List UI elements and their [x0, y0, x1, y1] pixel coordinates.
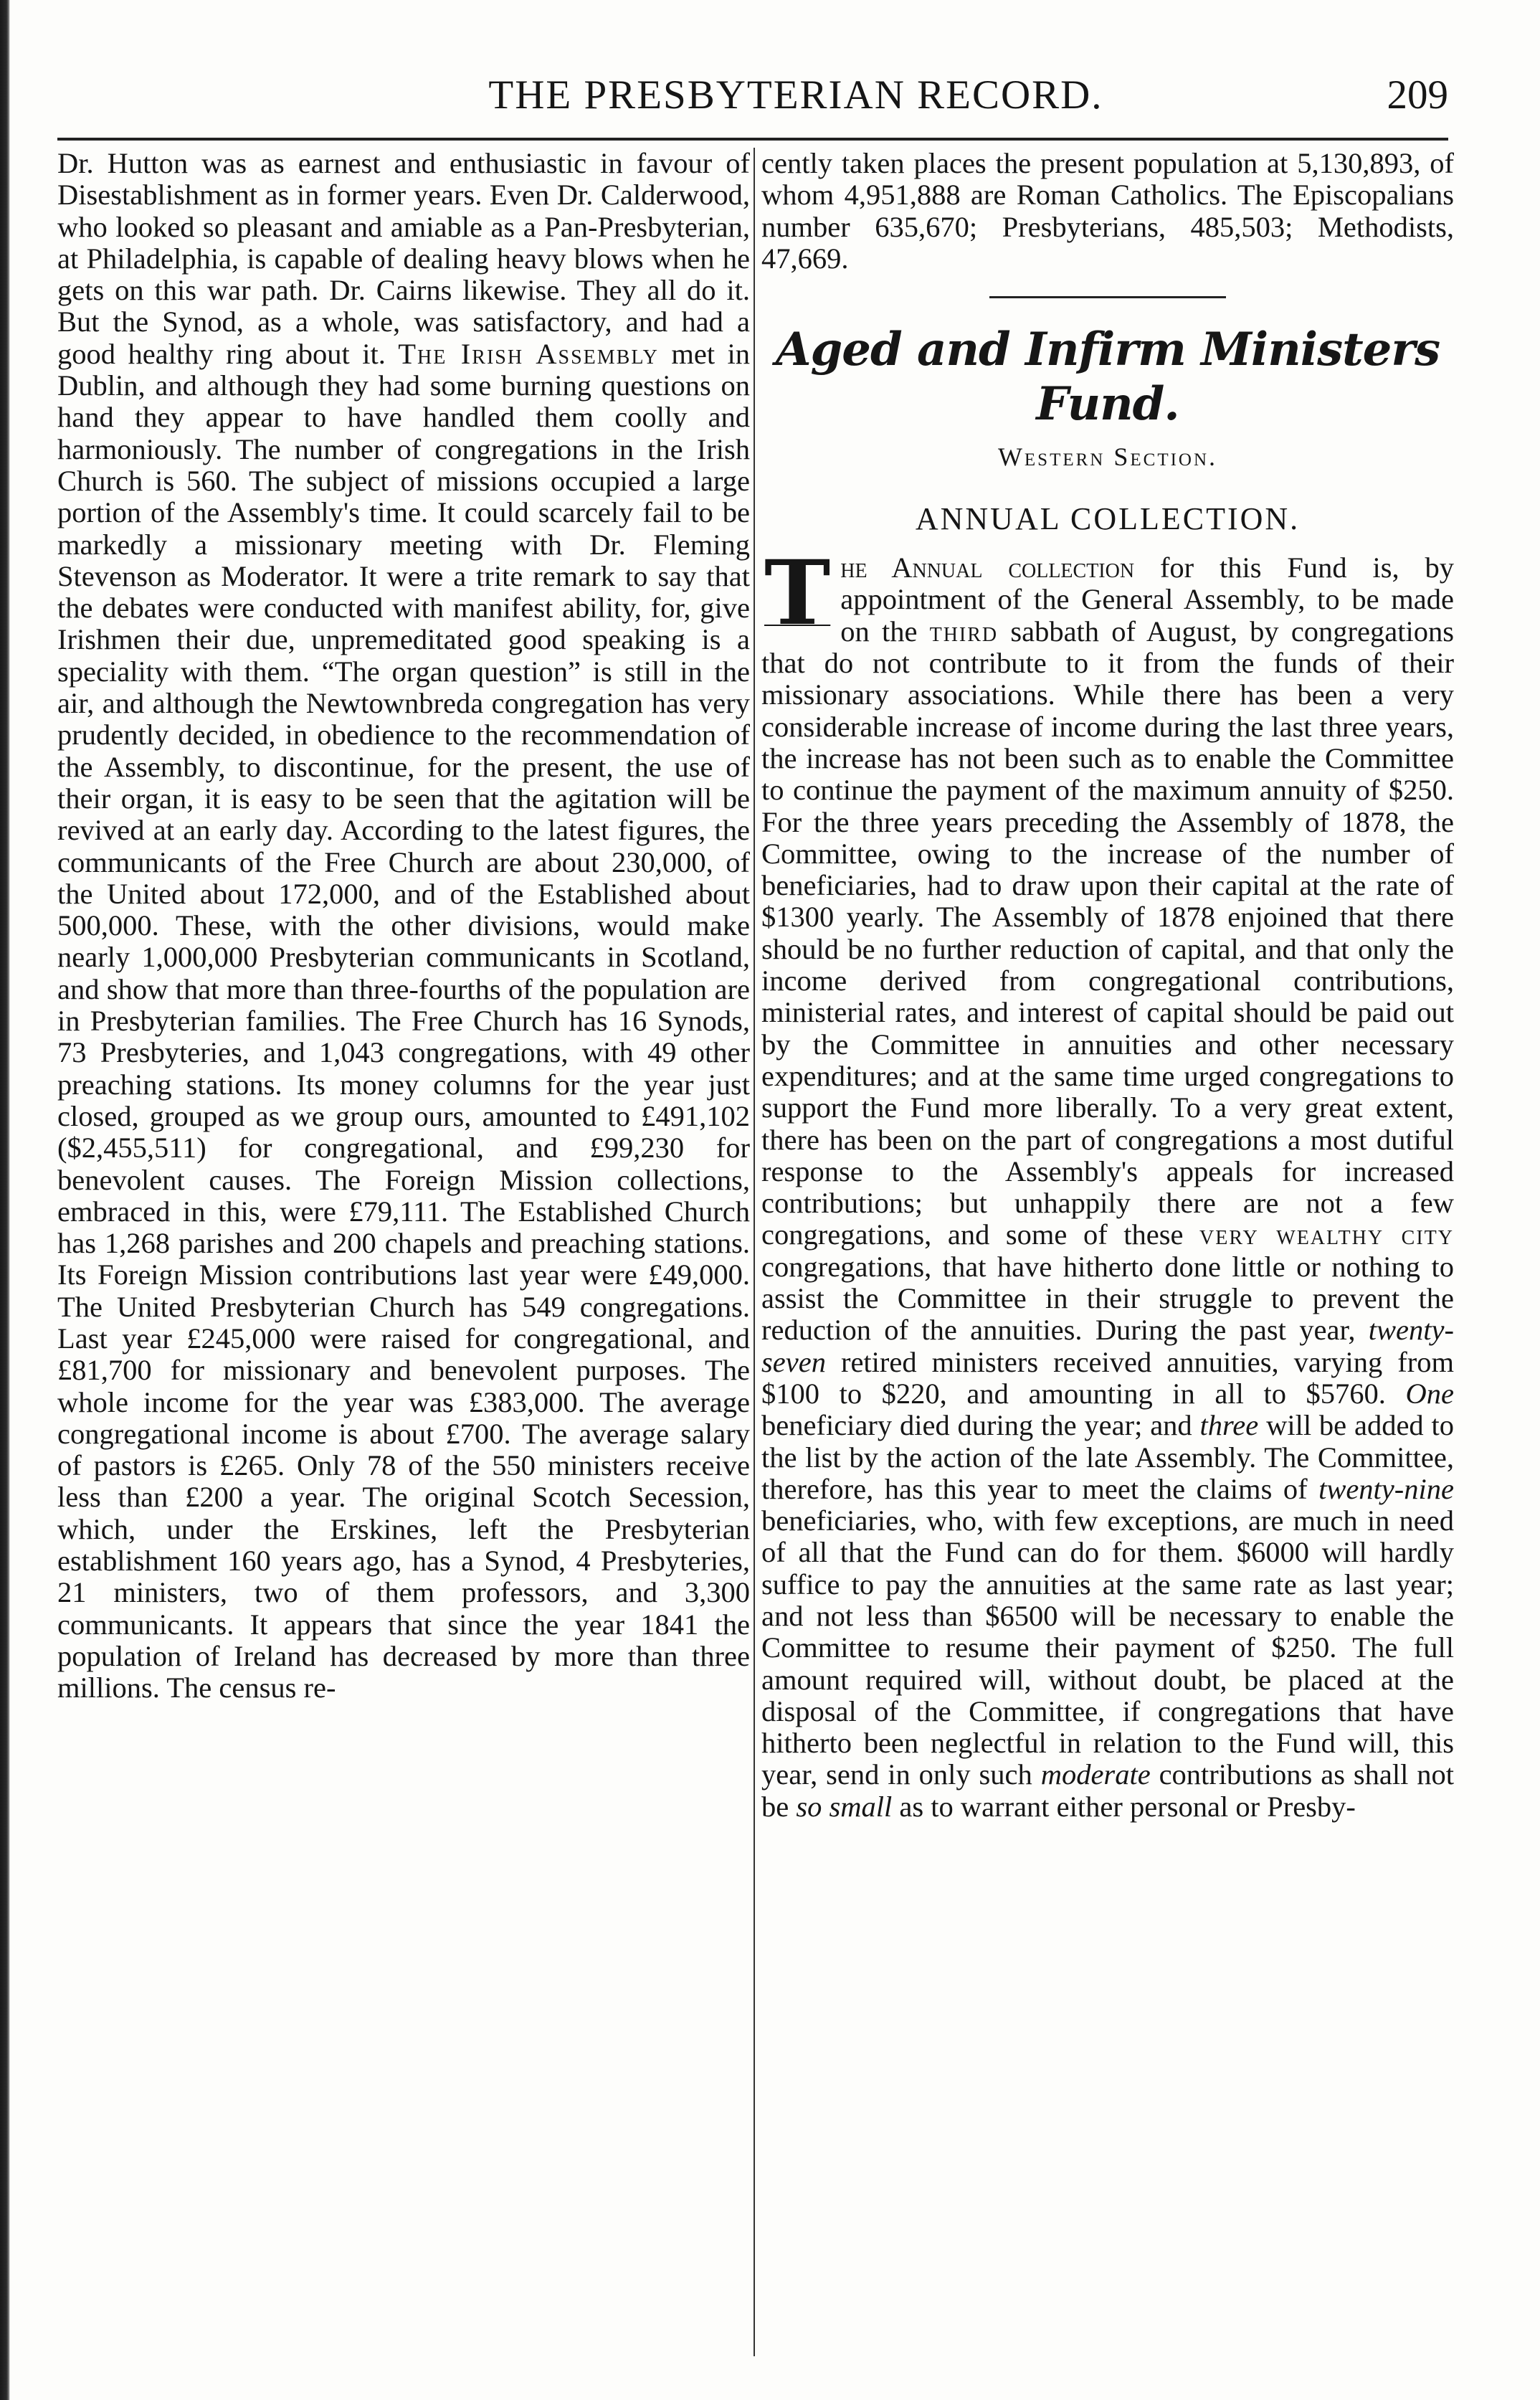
- header-rule: [57, 138, 1448, 141]
- page-number: 209: [1387, 72, 1448, 118]
- italic-moderate: moderate: [1040, 1758, 1151, 1791]
- fund-paragraph: [761, 541, 1454, 1823]
- section-title: Aged and Infirm Ministers Fund.: [775, 323, 1440, 432]
- journal-title: THE PRESBYTERIAN RECORD.: [488, 72, 1103, 118]
- lead-small-caps: he Annual collection: [840, 551, 1135, 584]
- italic-so-small: so small: [796, 1790, 893, 1823]
- paragraph-text: congregations, that have hitherto done little or nothing to assist the Committee in their struggle to prevent the reduction of the annuities. During the past year,: [761, 1250, 1454, 1347]
- right-column: [761, 148, 1454, 2356]
- paragraph-text: contributions as shall not be: [761, 1758, 1454, 1823]
- section-heading: ANNUAL COLLECTION.: [915, 501, 1301, 537]
- italic-three: three: [1199, 1409, 1259, 1442]
- article-paragraph: [57, 148, 750, 1704]
- left-column: [57, 148, 750, 2356]
- small-caps-third: third: [929, 615, 999, 648]
- paragraph-text: beneficiary died during the year; and: [761, 1409, 1192, 1442]
- paragraph-text: sabbath of August, by congregations that do not contribute to it from the funds of their missionary associations. While there has been a very considerable increase of income during the last three years, the increase has not been such as to enable the Committee to continue the payment of the maximum annuity of $250. For the three years preceding the Assembly of 1878, the Committee, owing to the increase of the number of beneficiaries, had to draw upon their capital at the rate of $1300 yearly. The Assembly of 1878 enjoined that there should be no further reduction of capital, and that only the income derived from congregational contributions, ministerial rates, and interest of capital should be paid out by the Committee in annuities and other necessary expenditures; and at the same time urged congregations to support the Fund more liberally. To a very great extent, there has been on the part of congregations a most dutiful response to the Assembly's appeals for increased contributions; but unhappily there are not a few congregations, and some of these: [761, 615, 1454, 1251]
- paragraph-text: beneficiaries, who, with few exceptions, are much in need of all that the Fund can do for them. $6000 will hardly suffice to pay the annuities at the same rate as last year; and not less than $6500 will be necessary to enable the Committee to resume their payment of $250. The full amount required will, without doubt, be placed at the disposal of the Committee, if congregations that have hitherto been neglectful in relation to the Fund will, this year, send in only such: [761, 1504, 1454, 1791]
- italic-twenty-seven: twenty-seven: [761, 1314, 1454, 1378]
- italic-one: One: [1405, 1377, 1454, 1410]
- italic-twenty-nine: twenty-nine: [1318, 1472, 1454, 1505]
- paragraph-text: retired ministers received annuities, varying from $100 to $220, and amounting in all to $5760.: [761, 1345, 1454, 1410]
- paragraph-text: as to warrant either personal or Presby-: [899, 1790, 1356, 1823]
- section-subtitle: Western Section.: [997, 442, 1218, 472]
- irish-assembly-caps: The Irish Assembly: [398, 337, 659, 370]
- paragraph-text: Dr. Hutton was as earnest and enthusiastic in favour of Disestablishment as in former years. Even Dr. Calderwood, who looked so pleasant and amiable as a Pan-Presbyterian, at Philadelphia, is capable of dealing heavy blows when he gets on this war path. Dr. Cairns likewise. They all do it. But the Synod, as a whole, was satisfactory, and had a good healthy ring about it.: [57, 148, 750, 370]
- paragraph-text: for this Fund is, by appointment of the General Assembly, to be made on the: [840, 551, 1454, 648]
- drop-cap-letter: T: [764, 541, 831, 646]
- page-edge-shadow: [0, 0, 10, 2400]
- paragraph-text: met in Dublin, and although they had some burning questions on hand they appear to have handled them coolly and harmoniously. The number of congregations in the Irish Church is 560. The subject of missions occupied a large portion of the Assembly's time. It could scarcely fail to be markedly a missionary meeting with Dr. Fleming Stevenson as Moderator. It were a trite remark to say that the debates were conducted with manifest ability, for, give Irishmen their due, unpremeditated good speaking is a speciality with them. “The organ question” is still in the air, and although the Newtownbreda congregation has very prudently decided, in obedience to the recommendation of the Assembly, to discontinue, for the present, the use of their organ, it is easy to be seen that the agitation will be revived at an early day. According to the latest figures, the communicants of the Free Church are about 230,000, of the United about 172,000, and of the Established about 500,000. These, with the other divisions, would make nearly 1,000,000 Presbyterian communicants in Scotland, and show that more than three-fourths of the population are in Presbyterian families. The Free Church has 16 Synods, 73 Presbyteries, and 1,043 congregations, with 49 other preaching stations. Its money columns for the year just closed, grouped as we group ours, amounted to £491,102 ($2,455,511) for congregational, and £99,230 for benevolent causes. The Foreign Mission collections, embraced in this, were £79,111. The Established Church has 1,268 parishes and 200 chapels and preaching stations. Its Foreign Mission contributions last year were £49,000. The United Presbyterian Church has 549 congregations. Last year £245,000 were raised for congregational, and £81,700 for missionary and benevolent purposes. The whole income for the year was £383,000. The average congregational income is about £700. The average salary of pastors is £265. Only 78 of the 550 ministers receive less than £200 a year. The original Scotch Secession, which, under the Erskines, left the Presbyterian establishment 160 years ago, has a Synod, 4 Presbyteries, 21 ministers, two of them professors, and 3,300 communicants. It appears that since the year 1841 the population of Ireland has decreased by more than three millions. The census re-: [57, 337, 750, 1704]
- continued-paragraph: cently taken places the present population at 5,130,893, of whom 4,951,888 are Roman Catholics. The Episcopalians number 635,670; Presbyterians, 485,503; Methodists, 47,669.: [761, 148, 1454, 275]
- small-caps-wealthy: very wealthy city: [1199, 1218, 1454, 1251]
- running-head: [57, 72, 1448, 129]
- section-separator-rule: [989, 296, 1226, 298]
- column-divider: [754, 148, 755, 2356]
- paragraph-text: will be added to the list by the action of the late Assembly. The Committee, therefore, has this year to meet the claims of: [761, 1409, 1454, 1505]
